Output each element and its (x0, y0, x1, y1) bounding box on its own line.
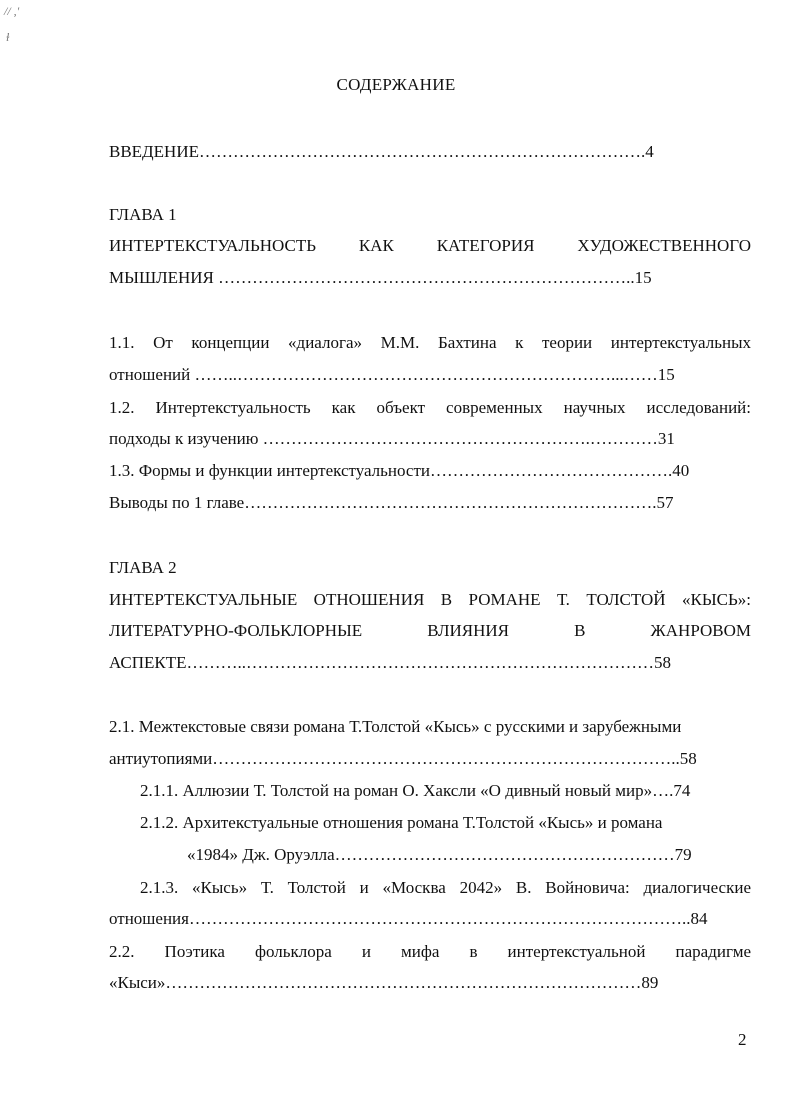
toc-intro: ВВЕДЕНИЕ…………………………………………………………………….4 (109, 142, 654, 161)
toc-section-2-1-2: 2.1.2. Архитекстуальные отношения романа Т.Толстой «Кысь» и романа (140, 813, 663, 832)
scan-mark-icon: // ,' (4, 4, 20, 18)
toc-section-2-1: 2.1. Межтекстовые связи романа Т.Толстой «Кысь» с русскими и зарубежными (109, 717, 682, 736)
chapter-1-title-cont: МЫШЛЕНИЯ ………………………………………………………………..15 (109, 268, 652, 287)
toc-section-2-1-3: 2.1.3. «Кысь» Т. Толстой и «Москва 2042» В. Войновича: диалогические (140, 878, 751, 897)
toc-section-1-1-cont: отношений ……..…………………………………………………………...……15 (109, 365, 675, 384)
chapter-1-label: ГЛАВА 1 (109, 205, 177, 224)
page-title: СОДЕРЖАНИЕ (336, 75, 456, 94)
toc-section-2-2: 2.2. Поэтика фольклора и мифа в интертекстуальной парадигме (109, 942, 751, 961)
toc-section-2-2-cont: «Кыси»…………………………………………………………………………89 (109, 973, 659, 992)
chapter-2-title-cont: ЛИТЕРАТУРНО-ФОЛЬКЛОРНЫЕ ВЛИЯНИЯ В ЖАНРОВОМ (109, 621, 751, 640)
toc-section-2-1-cont: антиутопиями………………………………………………………………………..58 (109, 749, 697, 768)
toc-section-1-3: 1.3. Формы и функции интертекстуальности…………………………………….40 (109, 461, 690, 480)
toc-section-2-1-3-cont: отношения……………………………………………………………………………..84 (109, 909, 708, 928)
chapter-1-title: ИНТЕРТЕКСТУАЛЬНОСТЬ КАК КАТЕГОРИЯ ХУДОЖЕСТВЕННОГО (109, 236, 751, 255)
toc-section-2-1-2-cont: «1984» Дж. Оруэлла……………………………………………………79 (187, 845, 692, 864)
chapter-2-title: ИНТЕРТЕКСТУАЛЬНЫЕ ОТНОШЕНИЯ В РОМАНЕ Т. ТОЛСТОЙ «КЫСЬ»: (109, 590, 751, 609)
scan-mark-icon: ɫ (6, 30, 10, 44)
chapter-2-title-end: АСПЕКТЕ………..………………………………………………………………58 (109, 653, 672, 672)
toc-section-1-2: 1.2. Интертекстуальность как объект современных научных исследований: (109, 398, 751, 417)
toc-section-1-1: 1.1. От концепции «диалога» М.М. Бахтина к теории интертекстуальных (109, 333, 751, 352)
toc-chapter-1-conclusions: Выводы по 1 главе……………………………………………………………….57 (109, 493, 674, 512)
toc-section-2-1-1: 2.1.1. Аллюзии Т. Толстой на роман О. Хаксли «О дивный новый мир»….74 (140, 781, 691, 800)
page-number: 2 (738, 1030, 747, 1049)
toc-section-1-2-cont: подходы к изучению ………………………………………………….…………31 (109, 429, 675, 448)
chapter-2-label: ГЛАВА 2 (109, 558, 177, 577)
